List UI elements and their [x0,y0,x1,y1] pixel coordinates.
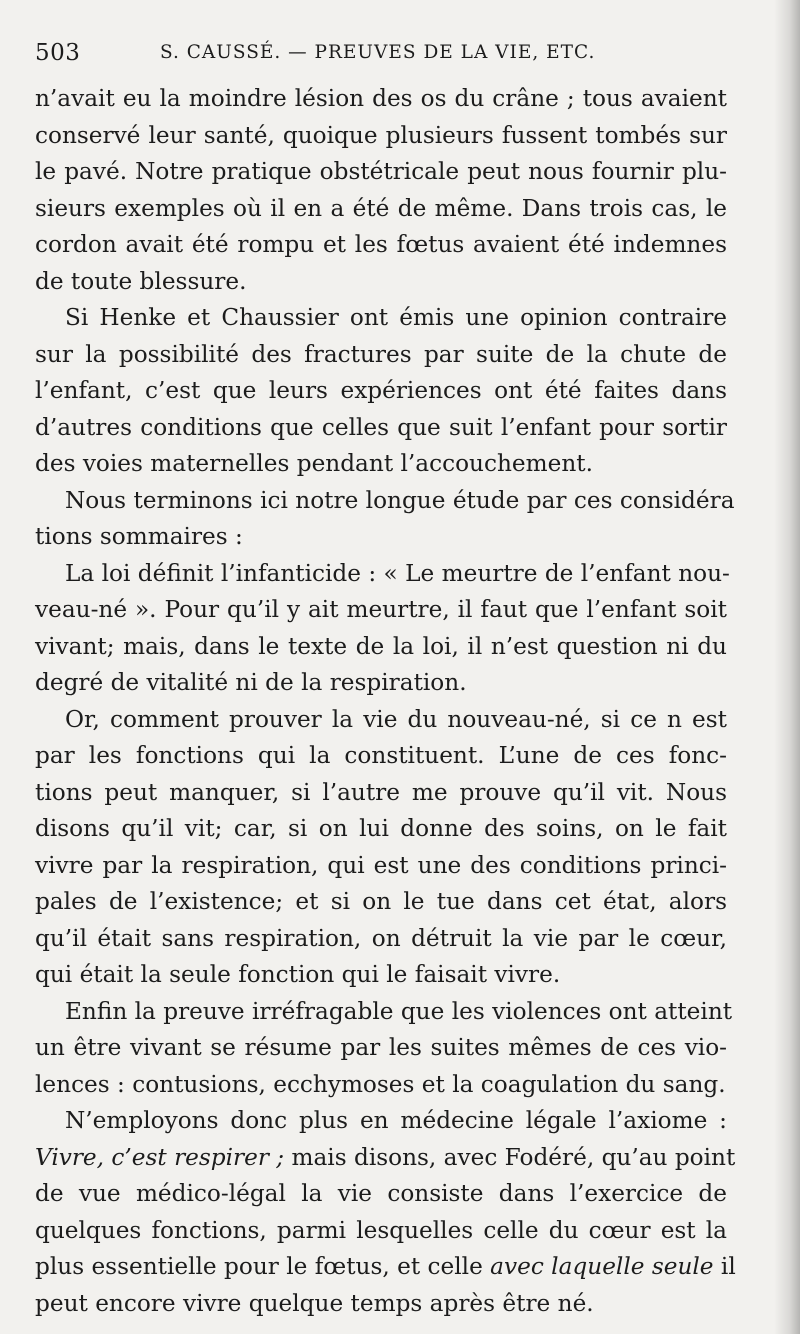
text-line: pales de l’existence; et si on le tue dans cet état, alors [35,888,727,915]
text-line: quelques fonctions, parmi lesquelles celle du cœur est la [35,1216,727,1244]
text-line: sur la possibilité des fractures par suite de la chute de [35,340,727,368]
text-run: plus essentielle pour le fœtus, et celle [35,1253,491,1280]
paragraph [35,81,727,300]
text-line: un être vivant se résume par les suites mêmes de ces vio- [35,1034,727,1061]
text-line [35,1249,736,1286]
text-line: de toute blessure. [35,267,247,295]
body-text [35,81,736,1322]
paragraph [35,300,727,483]
text-line: tions sommaires : [35,523,243,550]
italic-text-run: avec laquelle seule [490,1253,714,1280]
text-line: n’avait eu la moindre lésion des os du crâne ; tous avaient [35,85,727,112]
paragraph [35,994,733,1104]
text-line: Enfin la preuve irréfragable que les violences ont atteint [65,997,733,1025]
paragraph [35,1103,736,1322]
text-line [35,1140,736,1177]
page-header [35,38,735,72]
text-line: peut encore vivre quelque temps après être né. [35,1289,594,1317]
text-line: La loi définit l’infanticide : « Le meurtre de l’enfant nou- [65,559,730,587]
text-line: qu’il était sans respiration, on détruit la vie par le cœur, [35,924,727,952]
paragraph [35,483,735,556]
text-line: degré de vitalité ni de la respiration. [35,669,467,696]
text-line: le pavé. Notre pratique obstétricale peut nous fournir plu- [35,158,727,185]
text-line: cordon avait été rompu et les fœtus avaient été indemnes [35,231,727,258]
page-edge-shadow [774,0,800,1334]
text-line: N’employons donc plus en médecine légale l’axiome : [65,1107,727,1134]
text-run: mais disons, avec Fodéré, qu’au point [284,1143,736,1171]
text-run: il [713,1253,736,1280]
text-line: disons qu’il vit; car, si on lui donne des soins, on le fait [35,815,727,842]
running-title: S. CAUSSÉ. — PREUVES DE LA VIE, ETC. [160,42,596,63]
text-line: par les fonctions qui la constituent. L’une de ces fonc- [35,742,727,769]
text-line: vivant; mais, dans le texte de la loi, il n’est question ni du [35,632,727,660]
text-line: l’enfant, c’est que leurs expériences ont été faites dans [35,377,727,404]
text-line: conservé leur santé, quoique plusieurs fussent tombés sur [35,121,727,149]
text-line: vivre par la respiration, qui est une des conditions princi- [35,851,727,879]
text-line: d’autres conditions que celles que suit l’enfant pour sortir [35,413,727,441]
text-line: des voies maternelles pendant l’accouchement. [35,450,593,477]
paragraph [35,556,730,702]
text-line: de vue médico-légal la vie consiste dans l’exercice de [35,1180,727,1207]
text-line: lences : contusions, ecchymoses et la coagulation du sang. [35,1070,726,1098]
text-line: sieurs exemples où il en a été de même. Dans trois cas, le [35,194,727,222]
page-number: 503 [35,40,81,66]
text-line: Nous terminons ici notre longue étude par ces considéra [65,486,735,514]
text-line: veau-né ». Pour qu’il y ait meurtre, il faut que l’enfant soit [35,596,727,623]
paragraph [35,702,727,994]
italic-text-run: Vivre, c’est respirer ; [35,1143,285,1171]
text-line: qui était la seule fonction qui le faisait vivre. [35,961,561,988]
text-line: Or, comment prouver la vie du nouveau-né, si ce n est [65,705,727,733]
text-line: tions peut manquer, si l’autre me prouve qu’il vit. Nous [35,778,727,806]
text-line: Si Henke et Chaussier ont émis une opinion contraire [65,304,727,331]
